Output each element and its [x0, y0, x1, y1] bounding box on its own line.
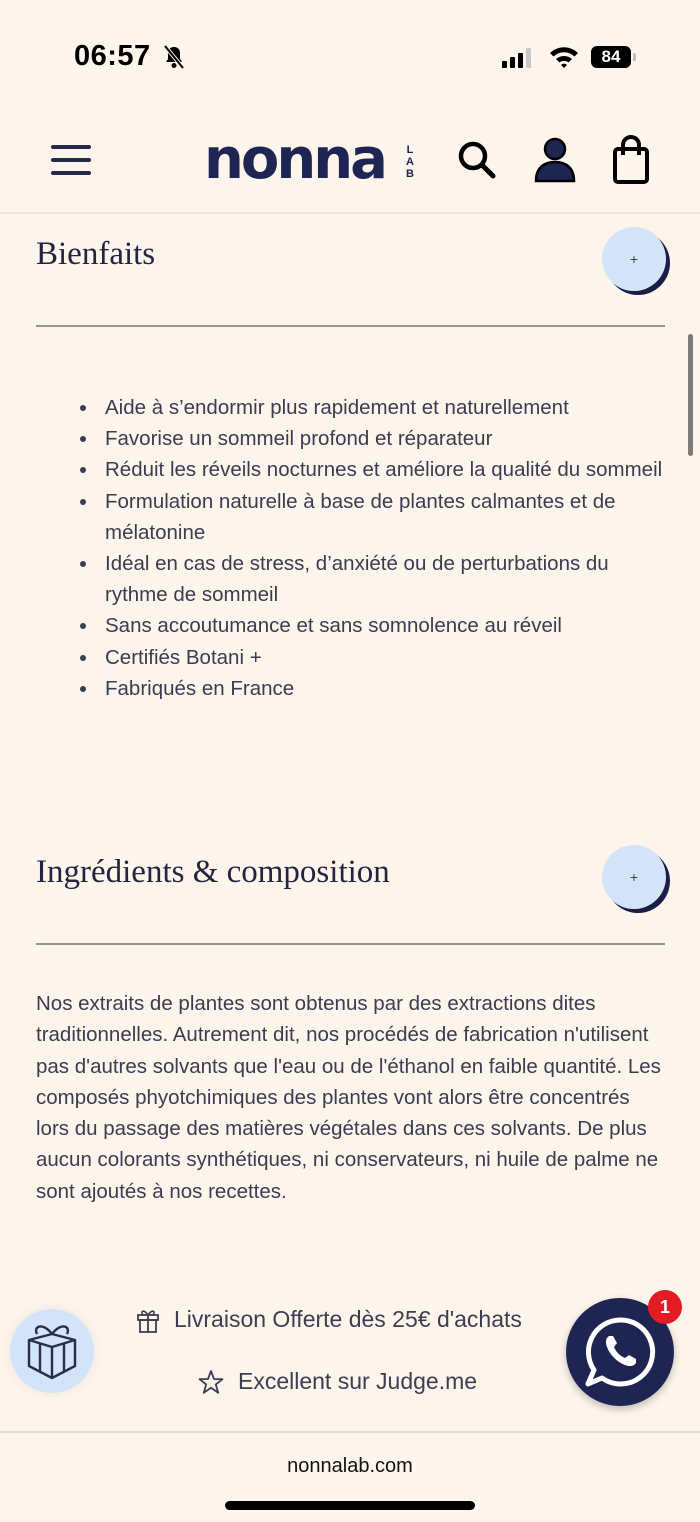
account-icon	[533, 137, 577, 183]
list-item: Favorise un sommeil profond et réparateur	[74, 423, 664, 454]
section-title: Ingrédients & composition	[36, 854, 390, 890]
bell-slash-icon	[162, 44, 186, 70]
plus-icon: +	[629, 869, 639, 885]
account-button[interactable]	[532, 134, 578, 186]
expand-toggle-bienfaits[interactable]	[602, 227, 666, 291]
gift-button[interactable]	[10, 1309, 94, 1393]
status-bar	[0, 0, 700, 110]
status-time: 06:57	[74, 40, 151, 72]
expand-toggle-ingredients[interactable]	[602, 845, 666, 909]
battery-tip	[633, 53, 636, 61]
list-item: Fabriqués en France	[74, 673, 664, 704]
divider	[36, 325, 665, 327]
benefits-list	[74, 392, 664, 704]
notification-badge: 1	[648, 1290, 682, 1324]
section-title: Bienfaits	[36, 236, 156, 272]
logo-lab: L A B	[406, 144, 414, 180]
logo[interactable]: nonna	[204, 127, 385, 192]
accordion-bienfaits-header[interactable]	[36, 236, 666, 273]
shipping-promo	[136, 1306, 522, 1333]
plus-icon: +	[629, 251, 639, 267]
divider	[36, 943, 665, 945]
site-header	[0, 110, 700, 214]
accordion-ingredients-header[interactable]	[36, 854, 666, 891]
cellular-signal-icon	[502, 48, 531, 68]
home-indicator[interactable]	[225, 1501, 475, 1510]
search-icon	[456, 139, 498, 181]
list-item: Certifiés Botani +	[74, 642, 664, 673]
wifi-icon	[548, 45, 580, 69]
list-item: Sans accoutumance et sans somnolence au réveil	[74, 610, 664, 641]
star-icon	[198, 1369, 224, 1395]
battery-indicator: 84	[591, 46, 631, 68]
list-item: Aide à s’endormir plus rapidement et naturellement	[74, 392, 664, 423]
browser-bottom-bar	[0, 1431, 700, 1522]
cart-icon	[611, 135, 651, 185]
list-item: Réduit les réveils nocturnes et améliore la qualité du sommeil	[74, 454, 664, 485]
list-item: Formulation naturelle à base de plantes calmantes et de mélatonine	[74, 486, 664, 548]
url-bar[interactable]: nonnalab.com	[287, 1455, 413, 1477]
search-button[interactable]	[454, 134, 500, 186]
whatsapp-icon	[582, 1314, 658, 1390]
reviews-promo[interactable]	[198, 1368, 477, 1395]
hamburger-icon[interactable]	[51, 143, 91, 177]
gift-small-icon	[136, 1307, 160, 1333]
shipping-promo-text: Livraison Offerte dès 25€ d'achats	[174, 1306, 522, 1332]
list-item: Idéal en cas de stress, d’anxiété ou de perturbations du rythme de sommeil	[74, 548, 664, 610]
ingredients-text: Nos extraits de plantes sont obtenus par des extractions dites traditionnelles. Autrement dit, nos procédés de fabrication n'utilisent pas d'autres solvants que l'eau ou de l'éthanol en faible quantité. Les composés phyotchimiques des plantes vont alors être concentrés lors du passage des matières végétales dans ces solvants. De plus aucun colorants synthétiques, ni conservateurs, ni huile de palme ne sont ajoutés à nos recettes.	[36, 992, 661, 1203]
scrollbar[interactable]	[688, 334, 693, 456]
gift-icon	[23, 1320, 81, 1382]
cart-button[interactable]	[608, 134, 654, 186]
reviews-promo-text: Excellent sur Judge.me	[238, 1368, 478, 1394]
